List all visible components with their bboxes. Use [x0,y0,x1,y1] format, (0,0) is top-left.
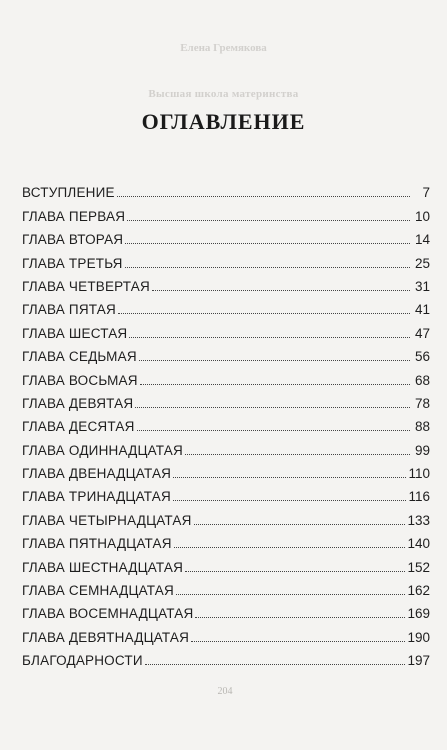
toc-entry [22,412,430,435]
dot-leader [125,243,410,244]
toc-entry [22,622,430,645]
dot-leader [140,384,410,385]
toc-entry [22,599,430,622]
dot-leader [173,477,406,478]
toc-entry [22,365,430,388]
dot-leader [194,524,406,525]
bleed-through-author: Елена Гремякова [180,42,267,54]
dot-leader [176,594,406,595]
toc-entry-page: 116 [408,489,430,505]
toc-entry-page: 56 [414,349,430,365]
toc-entry [22,178,430,201]
toc-entry [22,646,430,669]
toc-entry-page: 99 [414,442,430,458]
dot-leader [195,617,405,618]
dot-leader [139,360,410,361]
dot-leader [173,500,407,501]
toc-entry-page: 25 [414,255,430,271]
toc-entry-label: ГЛАВА ПЕРВАЯ [22,208,126,224]
dot-leader [145,664,406,665]
toc-entry [22,576,430,599]
toc-entry [22,552,430,575]
toc-entry [22,272,430,295]
toc-entry-label: ГЛАВА ТРЕТЬЯ [22,255,123,271]
toc-entry-label: ГЛАВА ПЯТАЯ [22,302,116,318]
toc-entry-page: 78 [414,395,430,411]
dot-leader [135,407,410,408]
toc-entry-page: 41 [414,302,430,318]
toc-entry-page: 110 [408,466,430,482]
toc-entry-label: БЛАГОДАРНОСТИ [22,653,143,669]
dot-leader [185,454,410,455]
toc-entry-page: 10 [414,208,430,224]
page-title: ОГЛАВЛЕНИЕ [141,109,306,134]
toc-entry [22,482,430,505]
dot-leader [129,337,410,338]
dot-leader [118,313,410,314]
toc-entry-page: 31 [414,278,430,294]
dot-leader [185,571,405,572]
toc-entry-label: ГЛАВА ДЕВЯТАЯ [22,395,134,411]
table-of-contents [22,178,430,669]
dot-leader [191,641,405,642]
toc-entry-page: 14 [414,232,430,248]
toc-entry-label: ГЛАВА ШЕСТАЯ [22,325,128,341]
toc-entry-page: 133 [407,512,430,528]
toc-entry [22,529,430,552]
toc-entry-label: ГЛАВА ПЯТНАДЦАТАЯ [22,536,172,552]
toc-entry-page: 7 [422,185,430,201]
page-number: 204 [217,686,233,697]
toc-entry [22,342,430,365]
toc-entry-label: ГЛАВА ДЕСЯТАЯ [22,419,135,435]
toc-entry-page: 169 [407,606,430,622]
toc-entry-page: 152 [407,559,430,575]
toc-entry-label: ГЛАВА СЕМНАДЦАТАЯ [22,583,174,599]
toc-entry [22,435,430,458]
toc-entry-label: ВСТУПЛЕНИЕ [22,185,115,201]
dot-leader [117,196,410,197]
toc-entry-label: ГЛАВА ТРИНАДЦАТАЯ [22,489,171,505]
dot-leader [125,267,410,268]
toc-entry-label: ГЛАВА ОДИННАДЦАТАЯ [22,442,183,458]
toc-entry [22,248,430,271]
toc-entry-page: 88 [414,419,430,435]
toc-entry [22,459,430,482]
toc-entry [22,505,430,528]
toc-entry-page: 162 [407,583,430,599]
toc-entry-page: 140 [407,536,430,552]
toc-entry-page: 197 [407,653,430,669]
toc-entry-label: ГЛАВА ШЕСТНАДЦАТАЯ [22,559,184,575]
toc-entry-page: 47 [414,325,430,341]
dot-leader [127,220,410,221]
dot-leader [137,430,410,431]
dot-leader [152,290,410,291]
toc-entry-label: ГЛАВА ДЕВЯТНАДЦАТАЯ [22,629,190,645]
toc-entry-page: 68 [414,372,430,388]
bleed-through-subtitle: Высшая школа материнства [148,88,299,100]
toc-entry-label: ГЛАВА ВОСЬМАЯ [22,372,138,388]
toc-entry-label: ГЛАВА ВТОРАЯ [22,232,124,248]
toc-entry [22,201,430,224]
toc-entry-label: ГЛАВА ЧЕТЫРНАДЦАТАЯ [22,512,192,528]
toc-entry-label: ГЛАВА СЕДЬМАЯ [22,349,137,365]
toc-entry-label: ГЛАВА ЧЕТВЕРТАЯ [22,278,150,294]
toc-entry-page: 190 [407,629,430,645]
toc-entry-label: ГЛАВА ВОСЕМНАДЦАТАЯ [22,606,194,622]
dot-leader [174,547,406,548]
toc-entry [22,225,430,248]
toc-entry-label: ГЛАВА ДВЕНАДЦАТАЯ [22,466,172,482]
toc-entry [22,295,430,318]
toc-entry [22,389,430,412]
toc-entry [22,318,430,341]
